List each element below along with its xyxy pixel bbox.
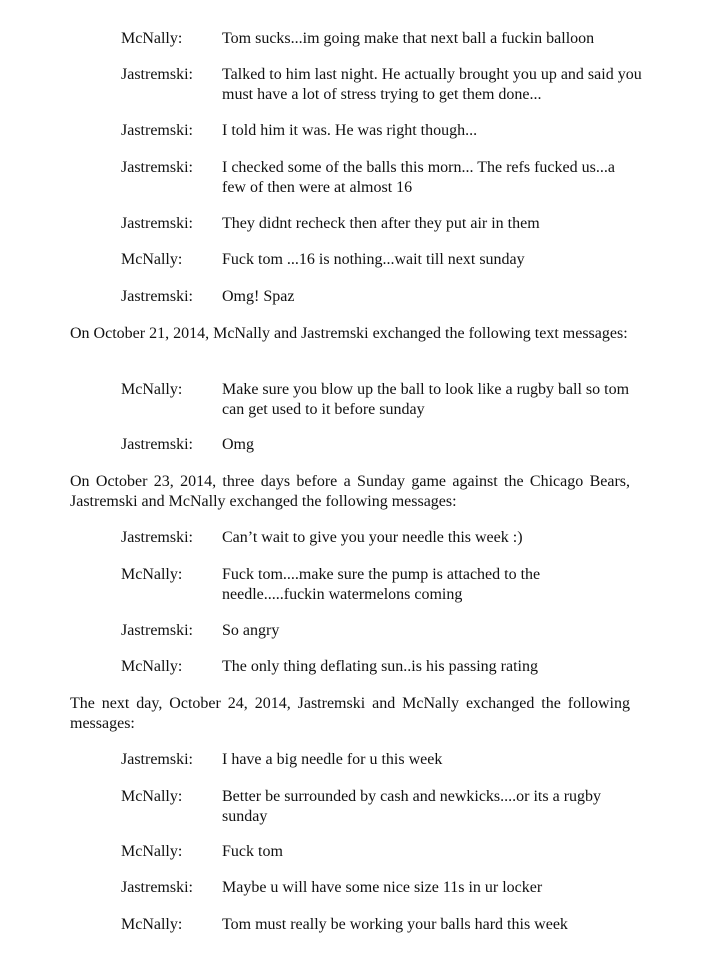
message-speaker: Jastremski:	[121, 751, 193, 768]
message-speaker: Jastremski:	[121, 215, 193, 232]
message-speaker: Jastremski:	[121, 879, 193, 896]
message-text: Omg	[222, 436, 254, 453]
message-text: Fuck tom ...16 is nothing...wait till next sunday	[222, 251, 525, 268]
message-text: Tom sucks...im going make that next ball a fuckin balloon	[222, 30, 595, 47]
message-speaker: Jastremski:	[121, 288, 193, 305]
message-speaker: McNally:	[121, 566, 183, 583]
message-speaker: Jastremski:	[121, 122, 193, 139]
message-text: Fuck tom	[222, 843, 283, 860]
message-speaker: Jastremski:	[121, 159, 193, 176]
message-text: Can’t wait to give you your needle this week :)	[222, 529, 523, 546]
message-text: Make sure you blow up the ball to look like a rugby ball so tom can get used to it before sunday	[222, 381, 630, 418]
message-text: Talked to him last night. He actually brought you up and said you must have a lot of stress trying to get them done...	[222, 66, 642, 103]
message-speaker: McNally:	[121, 30, 183, 47]
message-text: I checked some of the balls this morn... The refs fucked us...a few of then were at almost 16	[222, 159, 615, 196]
message-text: I told him it was. He was right though...	[222, 122, 478, 139]
message-speaker: McNally:	[121, 381, 183, 398]
message-text: Omg! Spaz	[222, 288, 295, 305]
message-speaker: Jastremski:	[121, 622, 193, 639]
narrative-paragraph: On October 21, 2014, McNally and Jastremski exchanged the following text messages:	[70, 325, 628, 342]
narrative-paragraph: The next day, October 24, 2014, Jastremski and McNally exchanged the following messages:	[70, 695, 630, 732]
message-speaker: McNally:	[121, 916, 183, 933]
message-text: Better be surrounded by cash and newkicks....or its a rugby sunday	[222, 788, 602, 825]
message-speaker: Jastremski:	[121, 529, 193, 546]
message-speaker: McNally:	[121, 658, 183, 675]
message-speaker: McNally:	[121, 788, 183, 805]
message-text: They didnt recheck then after they put air in them	[222, 215, 540, 232]
message-speaker: Jastremski:	[121, 66, 193, 83]
message-speaker: McNally:	[121, 843, 183, 860]
message-text: I have a big needle for u this week	[222, 751, 443, 768]
message-text: So angry	[222, 622, 280, 639]
message-text: Maybe u will have some nice size 11s in ur locker	[222, 879, 543, 896]
narrative-paragraph: On October 23, 2014, three days before a Sunday game against the Chicago Bears, Jastremski and McNally exchanged the following messages:	[70, 473, 630, 510]
message-text: The only thing deflating sun..is his passing rating	[222, 658, 538, 675]
message-speaker: McNally:	[121, 251, 183, 268]
message-text: Tom must really be working your balls hard this week	[222, 916, 568, 933]
message-text: Fuck tom....make sure the pump is attached to the needle.....fuckin watermelons coming	[222, 566, 541, 603]
message-speaker: Jastremski:	[121, 436, 193, 453]
